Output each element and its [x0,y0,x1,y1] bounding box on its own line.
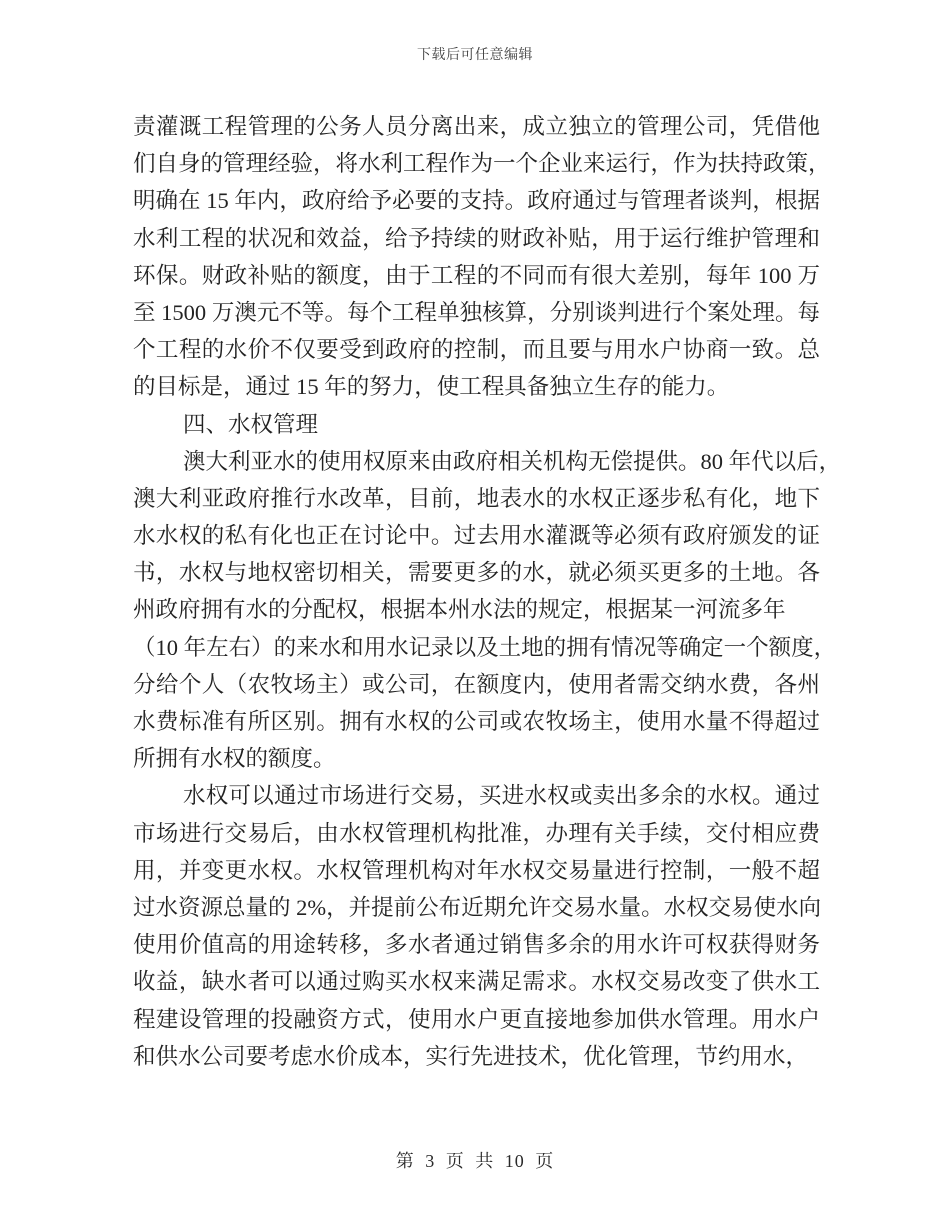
text-line: 至 1500 万澳元不等。每个工程单独核算，分别谈判进行个案处理。每 [133,299,820,325]
text-line: 个工程的水价不仅要受到政府的控制，而且要与用水户协商一致。总 [133,337,820,363]
text-line: 们自身的管理经验，将水利工程作为一个企业来运行，作为扶持政策， [133,151,831,177]
text-line: 使用价值高的用途转移，多水者通过销售多余的用水许可权获得财务 [133,932,820,958]
text-line: 明确在 15 年内，政府给予必要的支持。政府通过与管理者谈判，根据 [133,188,820,214]
text-line: 澳大利亚水的使用权原来由政府相关机构无偿提供。80 年代以后， [183,448,842,474]
text-line: 水水权的私有化也正在讨论中。过去用水灌溉等必须有政府颁发的证 [133,523,820,549]
text-line: 和供水公司要考虑水价成本，实行先进技术，优化管理，节约用水， [133,1043,809,1069]
text-line: 澳大利亚政府推行水改革，目前，地表水的水权正逐步私有化，地下 [133,485,820,511]
text-line: 所拥有水权的额度。 [133,746,336,772]
header-watermark-text: 下载后可任意编辑 [417,48,533,63]
text-line: 水权可以通过市场进行交易，买进水权或卖出多余的水权。通过 [183,783,820,809]
document-body [133,108,842,1075]
text-line: 责灌溉工程管理的公务人员分离出来，成立独立的管理公司，凭借他 [133,114,820,139]
text-line: 过水资源总量的 2%，并提前公布近期允许交易水量。水权交易使水向 [133,894,822,920]
text-line: 分给个人（农牧场主）或公司，在额度内，使用者需交纳水费，各州 [133,671,820,697]
text-line: 收益，缺水者可以通过购买水权来满足需求。水权交易改变了供水工 [133,969,820,995]
text-line: 的目标是，通过 15 年的努力，使工程具备独立生存的能力。 [133,374,730,400]
text-line: 水费标准有所区别。拥有水权的公司或农牧场主，使用水量不得超过 [133,709,820,734]
text-line: 书，水权与地权密切相关，需要更多的水，就必须买更多的土地。各 [133,560,820,586]
text-line: 州政府拥有水的分配权，根据本州水法的规定，根据某一河流多年 [133,597,786,623]
text-line: 市场进行交易后，由水权管理机构批准，办理有关手续，交付相应费 [133,820,820,846]
text-line: （10 年左右）的来水和用水记录以及土地的拥有情况等确定一个额度， [133,634,837,660]
text-line: 四、水权管理 [183,411,319,437]
page-number-footer: 第 3 页 共 10 页 [395,1151,555,1171]
text-line: 用，并变更水权。水权管理机构对年水权交易量进行控制，一般不超 [133,857,820,883]
text-line: 水利工程的状况和效益，给予持续的财政补贴，用于运行维护管理和 [133,225,820,251]
text-line: 环保。财政补贴的额度，由于工程的不同而有很大差别，每年 100 万 [133,262,820,288]
text-line: 程建设管理的投融资方式，使用水户更直接地参加供水管理。用水户 [133,1006,820,1032]
